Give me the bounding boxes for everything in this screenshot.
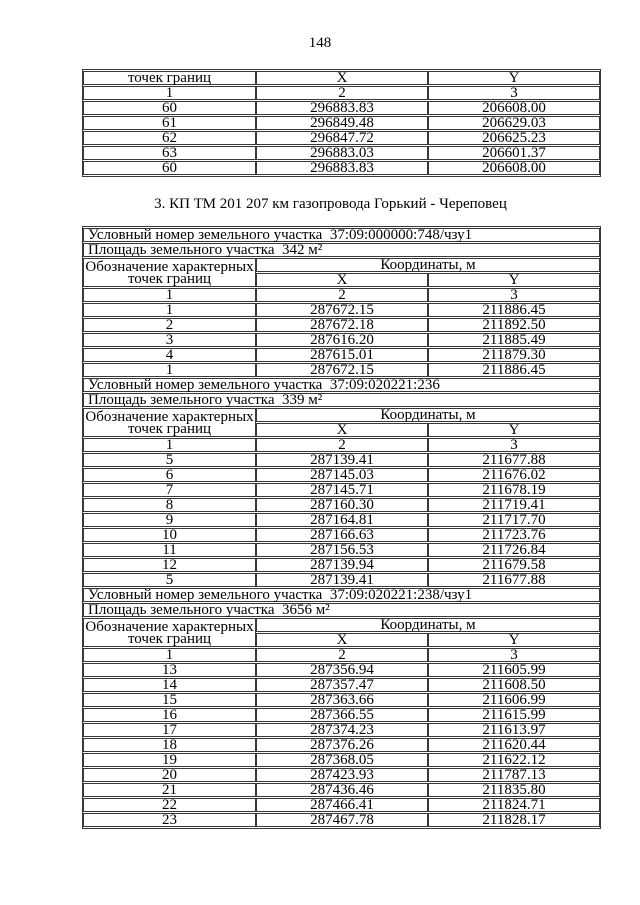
point-number: 10 (83, 528, 256, 542)
table-row (83, 738, 600, 752)
continuation-header-row (83, 71, 600, 85)
point-designation-line2: точек границ (127, 630, 212, 647)
cadastral-number-label: Условный номер земельного участка 37:09:000000:748/чзу1 (83, 228, 600, 242)
point-designation-line1: Обозначение характерных (85, 408, 254, 425)
cadastral-number-row (83, 228, 600, 242)
y-coordinate: 211622.12 (428, 753, 600, 767)
point-number: 12 (83, 558, 256, 572)
point-designation-header (83, 408, 256, 437)
table-row (83, 101, 600, 115)
y-coordinate: 211787.13 (428, 768, 600, 782)
table-row (83, 131, 600, 145)
point-number: 18 (83, 738, 256, 752)
table-row (83, 161, 600, 175)
area-label: Площадь земельного участка 342 м² (83, 243, 600, 257)
area-row (83, 603, 600, 617)
coordinates-header: Координаты, м (256, 408, 600, 422)
y-coordinate: 211615.99 (428, 708, 600, 722)
point-number: 19 (83, 753, 256, 767)
area-label: Площадь земельного участка 339 м² (83, 393, 600, 407)
table-row (83, 768, 600, 782)
x-coordinate: 287139.41 (256, 573, 428, 587)
x-coordinate: 287139.41 (256, 453, 428, 467)
y-column-header: Y (428, 423, 600, 437)
x-coordinate: 287376.26 (256, 738, 428, 752)
y-coordinate: 211726.84 (428, 543, 600, 557)
point-number: 1 (83, 363, 256, 377)
x-coordinate: 287466.41 (256, 798, 428, 812)
coords-header-row (83, 258, 600, 272)
x-coordinate: 287366.55 (256, 708, 428, 722)
column-index: 2 (256, 86, 428, 100)
x-coordinate: 287374.23 (256, 723, 428, 737)
y-column-header: Y (428, 71, 600, 85)
column-index: 1 (83, 648, 256, 662)
x-coordinate: 296849.48 (256, 116, 428, 130)
y-column-header: Y (428, 273, 600, 287)
y-coordinate: 206625.23 (428, 131, 600, 145)
coords-header-row (83, 618, 600, 632)
point-number: 63 (83, 146, 256, 160)
y-coordinate: 211679.58 (428, 558, 600, 572)
point-number: 15 (83, 693, 256, 707)
point-number: 5 (83, 453, 256, 467)
x-coordinate: 296847.72 (256, 131, 428, 145)
point-number: 6 (83, 468, 256, 482)
y-coordinate: 211620.44 (428, 738, 600, 752)
y-coordinate: 211677.88 (428, 453, 600, 467)
area-row (83, 393, 600, 407)
cadastral-number-label: Условный номер земельного участка 37:09:020221:236 (83, 378, 600, 392)
x-coordinate: 287156.53 (256, 543, 428, 557)
x-coordinate: 287363.66 (256, 693, 428, 707)
y-coordinate: 211879.30 (428, 348, 600, 362)
x-column-header: X (256, 423, 428, 437)
column-index: 1 (83, 438, 256, 452)
x-coordinate: 287672.15 (256, 303, 428, 317)
point-designation-line2: точек границ (127, 420, 212, 437)
table-row (83, 468, 600, 482)
parcels-table (82, 226, 601, 829)
table-row (83, 753, 600, 767)
y-coordinate: 211885.49 (428, 333, 600, 347)
column-index: 3 (428, 438, 600, 452)
x-coordinate: 296883.83 (256, 161, 428, 175)
y-coordinate: 211828.17 (428, 813, 600, 827)
points-column-header: точек границ (83, 71, 256, 85)
point-number: 7 (83, 483, 256, 497)
y-coordinate: 206601.37 (428, 146, 600, 160)
table-row (83, 543, 600, 557)
y-column-header: Y (428, 633, 600, 647)
x-coordinate: 287357.47 (256, 678, 428, 692)
point-designation-line2: точек границ (127, 270, 212, 287)
column-index-row (83, 438, 600, 452)
table-row (83, 513, 600, 527)
table-row (83, 333, 600, 347)
column-index-row (83, 648, 600, 662)
page-number: 148 (308, 35, 332, 51)
x-coordinate: 287436.46 (256, 783, 428, 797)
table-row (83, 783, 600, 797)
point-number: 60 (83, 161, 256, 175)
point-number: 22 (83, 798, 256, 812)
point-number: 62 (83, 131, 256, 145)
x-coordinate: 287160.30 (256, 498, 428, 512)
x-column-header: X (256, 273, 428, 287)
y-coordinate: 211719.41 (428, 498, 600, 512)
point-number: 5 (83, 573, 256, 587)
y-coordinate: 211677.88 (428, 573, 600, 587)
point-number: 61 (83, 116, 256, 130)
point-designation-header (83, 258, 256, 287)
y-coordinate: 211608.50 (428, 678, 600, 692)
cadastral-number-row (83, 378, 600, 392)
section-heading: 3. КП ТМ 201 207 км газопровода Горький - Череповец (154, 196, 507, 212)
cadastral-number-row (83, 588, 600, 602)
x-coordinate: 287368.05 (256, 753, 428, 767)
table-row (83, 723, 600, 737)
table-row (83, 708, 600, 722)
coordinates-header: Координаты, м (256, 258, 600, 272)
x-column-header: X (256, 633, 428, 647)
table-row (83, 528, 600, 542)
point-number: 16 (83, 708, 256, 722)
x-coordinate: 287166.63 (256, 528, 428, 542)
point-designation-header (83, 618, 256, 647)
y-coordinate: 211892.50 (428, 318, 600, 332)
y-coordinate: 206608.00 (428, 101, 600, 115)
point-number: 2 (83, 318, 256, 332)
point-designation-line1: Обозначение характерных (85, 618, 254, 635)
point-designation-line1: Обозначение характерных (85, 258, 254, 275)
x-coordinate: 287164.81 (256, 513, 428, 527)
y-coordinate: 211613.97 (428, 723, 600, 737)
area-row (83, 243, 600, 257)
x-coordinate: 287423.93 (256, 768, 428, 782)
column-index: 2 (256, 438, 428, 452)
point-number: 8 (83, 498, 256, 512)
y-coordinate: 211723.76 (428, 528, 600, 542)
y-coordinate: 211676.02 (428, 468, 600, 482)
table-row (83, 663, 600, 677)
continuation-table (82, 69, 601, 177)
point-number: 20 (83, 768, 256, 782)
table-row (83, 573, 600, 587)
column-index: 3 (428, 86, 600, 100)
y-coordinate: 211824.71 (428, 798, 600, 812)
column-index: 3 (428, 648, 600, 662)
table-row (83, 498, 600, 512)
table-row (83, 483, 600, 497)
coordinates-header: Координаты, м (256, 618, 600, 632)
column-index-row (83, 86, 600, 100)
x-coordinate: 287672.18 (256, 318, 428, 332)
point-number: 13 (83, 663, 256, 677)
column-index-row (83, 288, 600, 302)
y-coordinate: 211606.99 (428, 693, 600, 707)
table-row (83, 363, 600, 377)
coords-header-row (83, 408, 600, 422)
x-coordinate: 287356.94 (256, 663, 428, 677)
table-row (83, 303, 600, 317)
table-row (83, 798, 600, 812)
x-coordinate: 287467.78 (256, 813, 428, 827)
x-coordinate: 287672.15 (256, 363, 428, 377)
table-row (83, 348, 600, 362)
table-row (83, 678, 600, 692)
point-number: 3 (83, 333, 256, 347)
column-index: 1 (83, 86, 256, 100)
column-index: 1 (83, 288, 256, 302)
x-coordinate: 287616.20 (256, 333, 428, 347)
table-row (83, 558, 600, 572)
y-coordinate: 211886.45 (428, 303, 600, 317)
point-number: 23 (83, 813, 256, 827)
area-label: Площадь земельного участка 3656 м² (83, 603, 600, 617)
x-coordinate: 287145.03 (256, 468, 428, 482)
y-coordinate: 211886.45 (428, 363, 600, 377)
table-row (83, 693, 600, 707)
point-number: 9 (83, 513, 256, 527)
table-row (83, 318, 600, 332)
x-coordinate: 296883.83 (256, 101, 428, 115)
x-coordinate: 287145.71 (256, 483, 428, 497)
y-coordinate: 211605.99 (428, 663, 600, 677)
table-row (83, 146, 600, 160)
point-number: 60 (83, 101, 256, 115)
y-coordinate: 211678.19 (428, 483, 600, 497)
y-coordinate: 211835.80 (428, 783, 600, 797)
x-coordinate: 296883.03 (256, 146, 428, 160)
point-number: 17 (83, 723, 256, 737)
point-number: 4 (83, 348, 256, 362)
point-number: 21 (83, 783, 256, 797)
table-row (83, 116, 600, 130)
x-coordinate: 287139.94 (256, 558, 428, 572)
point-number: 1 (83, 303, 256, 317)
x-column-header: X (256, 71, 428, 85)
point-number: 11 (83, 543, 256, 557)
y-coordinate: 206608.00 (428, 161, 600, 175)
column-index: 3 (428, 288, 600, 302)
table-row (83, 453, 600, 467)
column-index: 2 (256, 288, 428, 302)
table-row (83, 813, 600, 827)
y-coordinate: 206629.03 (428, 116, 600, 130)
x-coordinate: 287615.01 (256, 348, 428, 362)
point-number: 14 (83, 678, 256, 692)
column-index: 2 (256, 648, 428, 662)
cadastral-number-label: Условный номер земельного участка 37:09:020221:238/чзу1 (83, 588, 600, 602)
y-coordinate: 211717.70 (428, 513, 600, 527)
